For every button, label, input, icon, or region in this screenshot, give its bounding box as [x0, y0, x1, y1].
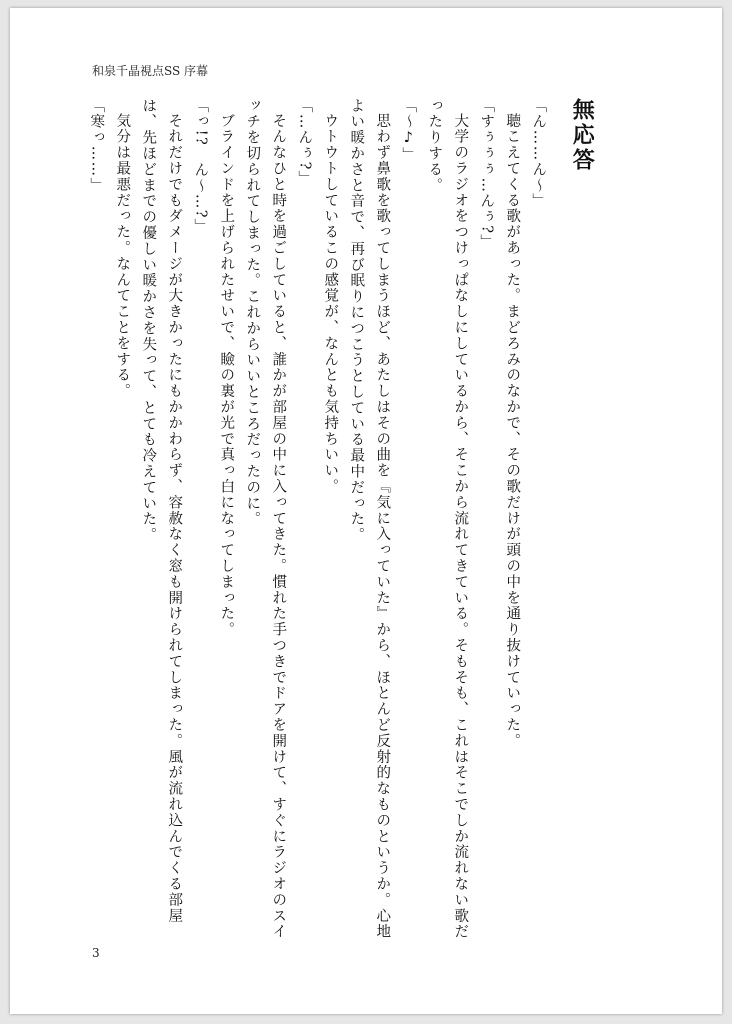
vertical-body-text [83, 98, 610, 946]
paragraph: それだけでもダメージが大きかったにもかかわらず、容赦なく窓も開けられてしまった。風が流れ込んでくる部屋は、先ほどまでの優しい暖かさを失って、とても冷えていた。 [140, 98, 183, 924]
paragraph: 「っ!? ん〜…?」 [192, 98, 209, 235]
paragraph: 「すぅぅぅ…んぅ?」 [478, 98, 495, 251]
chapter-title: 無応答 [569, 98, 596, 173]
paragraph: 大学のラジオをつけっぱなしにしているから、そこから流れてきている。そもそも、これはそこでしか流れない歌だったりする。 [426, 98, 469, 940]
page-number: 3 [92, 946, 100, 960]
document-page [10, 8, 722, 1014]
paragraph: 思わず鼻歌を歌ってしまうほど、あたしはその曲を『気に入っていた』から、ほとんど反射的なものというか。心地よい暖かさと音で、再び眠りにつこうとしている最中だった。 [348, 98, 391, 940]
paragraph: 「ん……ん〜」 [530, 98, 547, 210]
running-header: 和泉千晶視点SS 序幕 [92, 64, 209, 78]
paragraph: 「…んぅ?」 [296, 98, 313, 187]
paragraph: 気分は最悪だった。なんてことをする。 [114, 112, 131, 399]
paragraph: ブラインドを上げられたせいで、瞼の裏が光で真っ白になってしまった。 [218, 112, 235, 638]
paragraph: 「〜♪」 [400, 98, 417, 164]
paragraph: ウトウトしているこの感覚が、なんとも気持ちいい。 [322, 112, 339, 495]
paragraph: 聴こえてくる歌があった。まどろみのなかで、その歌だけが頭の中を通り抜けていった。 [504, 112, 521, 749]
paragraph: 「寒っ……」 [88, 98, 105, 194]
paragraph: そんなひと時を過ごしていると、誰かが部屋の中に入ってきた。慣れた手つきでドアを開けて、すぐにラジオのスイッチを切られてしまった。これからいいところだったのに。 [244, 98, 287, 940]
